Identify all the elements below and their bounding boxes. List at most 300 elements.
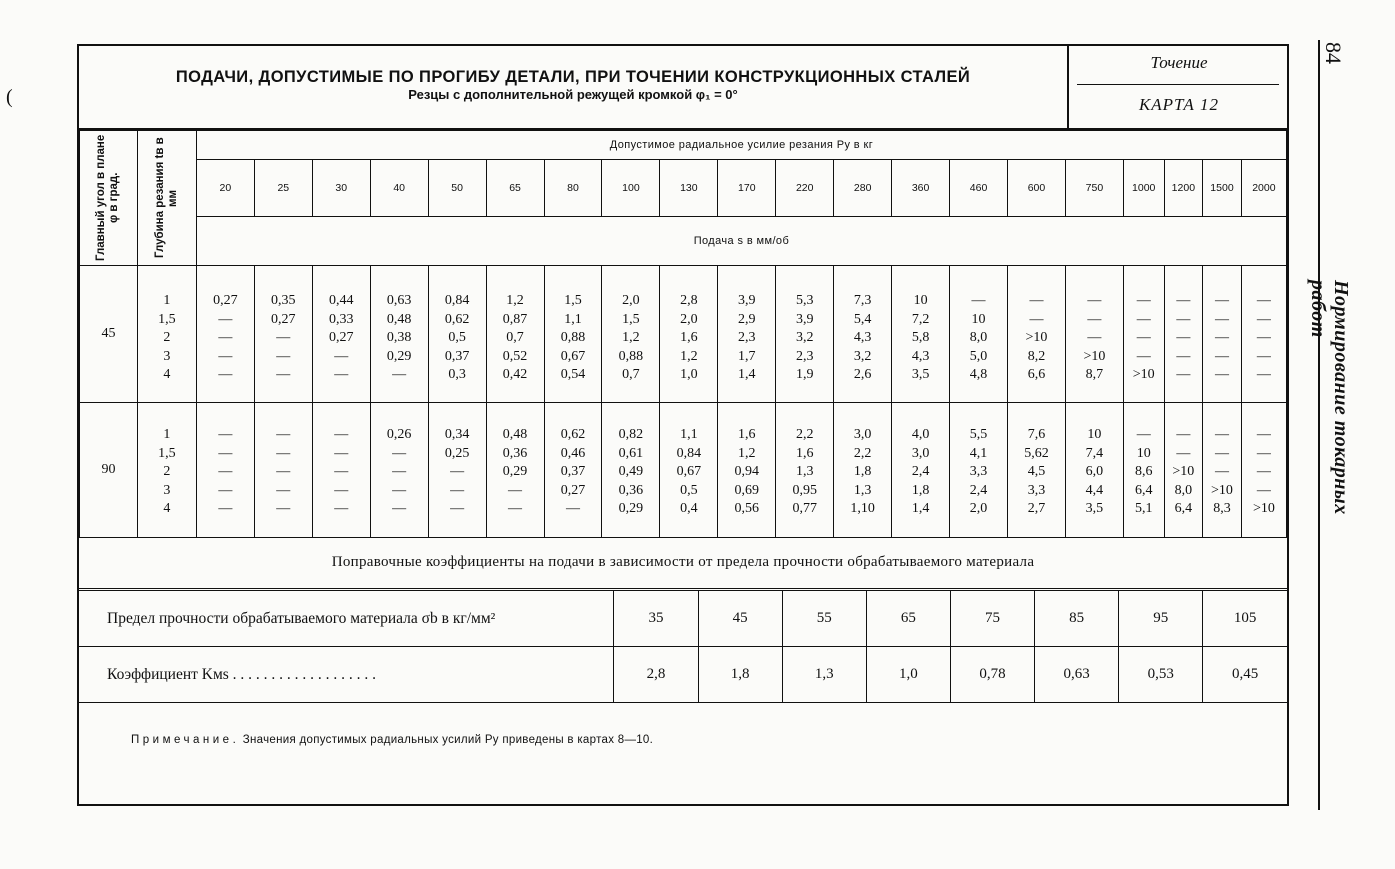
feed-value: 1,0: [680, 367, 698, 382]
force-header: 1200: [1164, 160, 1203, 217]
feed-value: —: [392, 445, 407, 461]
force-header: 1000: [1123, 160, 1164, 217]
feed-column: [602, 266, 660, 403]
feed-value: 0,52: [502, 348, 528, 364]
feed-value: —: [1256, 348, 1271, 364]
feed-value: 5,5: [969, 427, 988, 442]
feed-value: 1,6: [680, 330, 698, 345]
feed-column: [1203, 266, 1242, 403]
feed-column: [660, 403, 718, 538]
feed-value: 0,37: [444, 348, 470, 364]
feed-value: —: [1136, 293, 1151, 308]
card-number: КАРТА 12: [1138, 95, 1220, 114]
feed-column: [1164, 266, 1203, 403]
feed-value: —: [276, 348, 291, 364]
strength-value: 85: [1035, 591, 1119, 647]
depth-value: 1: [163, 293, 171, 308]
feed-value: 6,4: [1134, 482, 1153, 498]
feed-value: 3,3: [1027, 482, 1046, 498]
feed-column: [1065, 266, 1123, 403]
feed-table-wrap: [79, 130, 1287, 538]
feed-value: 0,29: [502, 464, 528, 479]
feed-column: [196, 266, 254, 403]
feed-value: —: [276, 330, 291, 345]
angle-value: 45: [80, 266, 138, 403]
feed-value: 0,27: [213, 293, 238, 308]
feed-value: >10: [1025, 330, 1048, 345]
feed-value: 2,2: [853, 445, 872, 461]
depth-values: [137, 266, 196, 403]
feed-value: —: [1214, 445, 1229, 461]
correction-rule: [79, 588, 1287, 589]
feed-value: —: [450, 464, 465, 479]
feed-column: [834, 403, 892, 538]
feed-value: >10: [1252, 501, 1275, 516]
feed-value: 8,0: [969, 330, 988, 345]
feed-value: 1,2: [680, 348, 698, 364]
feed-value: 10: [1087, 427, 1102, 442]
feed-value: 0,3: [448, 367, 466, 382]
feed-column: [486, 403, 544, 538]
feed-value: 2,0: [680, 311, 698, 327]
feed-value: 2,2: [795, 427, 814, 442]
feed-value: 1,1: [564, 311, 582, 327]
feed-value: —: [334, 464, 349, 479]
feed-value: 10: [971, 311, 986, 327]
feed-value: 0,33: [328, 311, 354, 327]
feed-value: 3,0: [911, 445, 930, 461]
feed-value: 7,6: [1027, 427, 1046, 442]
feed-value: 1,1: [680, 427, 698, 442]
force-header: 360: [892, 160, 950, 217]
feed-value: —: [1176, 348, 1191, 364]
feed-value: 2,9: [738, 311, 756, 327]
feed-value: —: [1029, 311, 1044, 327]
feed-column: [428, 266, 486, 403]
footnote: [131, 734, 653, 746]
force-header: 40: [370, 160, 428, 217]
feed-value: 1,5: [564, 293, 582, 308]
feed-value: —: [218, 482, 233, 498]
force-header: 2000: [1241, 160, 1286, 217]
feed-value: 2,6: [853, 367, 872, 382]
feed-value: 1,4: [738, 367, 756, 382]
feed-value: 0,27: [560, 482, 586, 498]
feed-value: 0,94: [734, 464, 760, 479]
feed-value: —: [450, 482, 465, 498]
feed-column: [1008, 403, 1066, 538]
feed-value: 2,3: [738, 330, 756, 345]
feed-value: 1,2: [738, 445, 756, 461]
feed-value: 0,61: [618, 445, 644, 461]
feed-column: [254, 403, 312, 538]
feed-value: —: [508, 482, 523, 498]
feed-column: [776, 403, 834, 538]
card-divider: [1077, 84, 1279, 85]
depth-header-text: Глубина резания tв в мм: [153, 137, 179, 259]
feed-value: 3,9: [738, 293, 756, 308]
feed-column: [312, 266, 370, 403]
strength-value: 35: [614, 591, 698, 647]
feed-column: [486, 266, 544, 403]
coefficient-value: 0,78: [950, 647, 1034, 703]
title-block: [79, 68, 1067, 103]
forces-row: [80, 160, 1287, 217]
margin-mark: (: [6, 86, 13, 108]
feed-value: —: [334, 445, 349, 461]
feed-value: —: [334, 427, 349, 442]
strength-value: 65: [866, 591, 950, 647]
feed-value: 1,9: [795, 367, 814, 382]
feed-value: —: [1214, 293, 1229, 308]
feed-value: —: [450, 501, 465, 516]
feed-value: 0,36: [618, 482, 644, 498]
depth-values: [137, 403, 196, 538]
feed-value: 3,9: [795, 311, 814, 327]
feed-value: 0,67: [676, 464, 702, 479]
feed-value: 1,3: [853, 482, 872, 498]
coefficient-value: 2,8: [614, 647, 698, 703]
feed-value: —: [1176, 330, 1191, 345]
operation-label: Точение: [1150, 53, 1208, 72]
coefficient-value: 0,63: [1035, 647, 1119, 703]
strength-label: Предел прочности обрабатываемого материала σb в кг/мм²: [79, 591, 614, 647]
feed-value: 4,5: [1027, 464, 1046, 479]
strength-value: 105: [1203, 591, 1287, 647]
feed-value: —: [1256, 293, 1271, 308]
feed-value: >10: [1132, 367, 1155, 382]
feed-value: 5,8: [911, 330, 930, 345]
feed-value: 5,4: [853, 311, 872, 327]
feed-value: —: [218, 427, 233, 442]
correction-title: Поправочные коэффициенты на подачи в зависимости от предела прочности обрабатываемого материала: [331, 554, 1035, 570]
feed-value: 2,7: [1027, 501, 1046, 516]
angle-header: [80, 131, 138, 266]
feed-value: 3,2: [795, 330, 814, 345]
feed-value: 10: [913, 293, 928, 308]
feed-value: 0,7: [506, 330, 524, 345]
page-subtitle: Резцы с дополнительной режущей кромкой φ₁ = 0°: [408, 87, 738, 102]
angle-group-row: [80, 403, 1287, 538]
feed-value: 1,4: [911, 501, 930, 516]
feed-value: 3,5: [1085, 501, 1104, 516]
feed-value: —: [971, 293, 986, 308]
feed-value: 0,4: [680, 501, 698, 516]
feed-value: 8,2: [1027, 348, 1046, 364]
angle-group-row: [80, 266, 1287, 403]
feed-value: 0,77: [792, 501, 817, 516]
force-header: 80: [544, 160, 602, 217]
feed-value: —: [334, 348, 349, 364]
feed-value: 0,48: [386, 311, 412, 327]
feed-value: 1,8: [853, 464, 872, 479]
feed-value: —: [218, 367, 233, 382]
feed-value: 0,35: [271, 293, 296, 308]
strength-value: 55: [782, 591, 866, 647]
feed-value: 0,88: [618, 348, 644, 364]
angle-header-text: Главный угол в плане φ в град.: [95, 134, 121, 262]
force-header: 600: [1008, 160, 1066, 217]
feed-column: [718, 266, 776, 403]
feed-value: 10: [1136, 445, 1151, 461]
feed-column: [1123, 403, 1164, 538]
feed-value: 7,4: [1085, 445, 1104, 461]
feed-value: 2,0: [969, 501, 988, 516]
feed-column: [544, 403, 602, 538]
force-header: 220: [776, 160, 834, 217]
feed-value: —: [1176, 293, 1191, 308]
feed-value: 0,29: [386, 348, 412, 364]
coefficient-label: Коэффициент Kмs . . . . . . . . . . . . . . . . . . .: [79, 647, 614, 703]
feed-value: —: [1214, 427, 1229, 442]
strength-value: 75: [950, 591, 1034, 647]
feed-column: [834, 266, 892, 403]
feed-value: 0,69: [734, 482, 760, 498]
feed-column: [1241, 266, 1286, 403]
strength-value: 45: [698, 591, 782, 647]
feed-value: 1,2: [622, 330, 640, 345]
feed-value: 1,6: [738, 427, 756, 442]
feed-value: —: [1214, 348, 1229, 364]
feed-value: 0,48: [502, 427, 528, 442]
feed-column: [1164, 403, 1203, 538]
feed-value: 1,8: [911, 482, 930, 498]
feed-value: 3,3: [969, 464, 988, 479]
feed-value: —: [1256, 427, 1271, 442]
force-header: 50: [428, 160, 486, 217]
feed-value: —: [1256, 482, 1271, 498]
feed-value: 0,49: [618, 464, 644, 479]
force-header: 280: [834, 160, 892, 217]
feed-value: 5,3: [795, 293, 814, 308]
feed-value: —: [276, 367, 291, 382]
feed-value: 0,34: [444, 427, 470, 442]
page-number: 84: [1321, 42, 1346, 64]
feed-column: [370, 266, 428, 403]
force-header: 65: [486, 160, 544, 217]
feed-value: 8,0: [1174, 482, 1193, 498]
footnote-prefix: Примечание.: [131, 734, 240, 746]
feed-value: 5,1: [1134, 501, 1153, 516]
feed-value: 4,1: [969, 445, 988, 461]
feed-value: 0,44: [328, 293, 354, 308]
correction-table-wrap: [79, 590, 1287, 703]
feed-table: [79, 130, 1287, 538]
force-header: 30: [312, 160, 370, 217]
depth-value: 3: [163, 482, 171, 498]
force-header: 25: [254, 160, 312, 217]
feed-value: —: [1256, 330, 1271, 345]
feed-value: 0,26: [386, 427, 412, 442]
feed-value: —: [218, 445, 233, 461]
angle-value: 90: [80, 403, 138, 538]
feed-value: 1,6: [795, 445, 814, 461]
depth-value: 1,5: [158, 445, 176, 461]
feed-column: [1241, 403, 1286, 538]
feed-column: [196, 403, 254, 538]
feed-value: —: [1214, 311, 1229, 327]
feed-value: 1,10: [850, 501, 875, 516]
feed-value: 4,3: [911, 348, 930, 364]
feed-title: Подача s в мм/об: [196, 217, 1286, 266]
feed-column: [370, 403, 428, 538]
feed-value: 8,7: [1085, 367, 1104, 382]
feed-value: 0,38: [386, 330, 412, 345]
feed-value: —: [276, 427, 291, 442]
correction-table: [79, 590, 1287, 703]
feed-value: 0,46: [560, 445, 586, 461]
depth-value: 2: [163, 464, 171, 479]
feed-value: 5,0: [969, 348, 988, 364]
feed-value: 1,5: [622, 311, 640, 327]
feed-value: 0,56: [734, 501, 760, 516]
feed-value: 1,2: [506, 293, 524, 308]
feed-value: —: [1176, 367, 1191, 382]
feed-value: >10: [1172, 464, 1195, 479]
feed-value: —: [218, 464, 233, 479]
feed-value: 0,54: [560, 367, 586, 382]
feed-value: 2,3: [795, 348, 814, 364]
feed-value: —: [1087, 330, 1102, 345]
feed-value: 0,62: [560, 427, 586, 442]
forces-title-row: [80, 131, 1287, 160]
coefficient-value: 1,8: [698, 647, 782, 703]
feed-column: [776, 266, 834, 403]
feed-value: —: [1214, 367, 1229, 382]
feed-column: [1065, 403, 1123, 538]
feed-value: —: [392, 501, 407, 516]
feed-value: —: [392, 464, 407, 479]
depth-value: 4: [163, 367, 171, 382]
feed-value: —: [218, 501, 233, 516]
feed-value: 0,84: [676, 445, 702, 461]
strength-value: 95: [1119, 591, 1203, 647]
feed-column: [254, 266, 312, 403]
coefficient-value: 1,3: [782, 647, 866, 703]
feed-column: [1123, 266, 1164, 403]
depth-value: 2: [163, 330, 171, 345]
feed-value: —: [276, 501, 291, 516]
strength-row: [79, 591, 1287, 647]
force-header: 20: [196, 160, 254, 217]
feed-value: 8,6: [1134, 464, 1153, 479]
feed-value: —: [1256, 464, 1271, 479]
feed-value: 0,37: [560, 464, 586, 479]
feed-value: —: [1087, 311, 1102, 327]
feed-value: 7,2: [911, 311, 930, 327]
feed-value: —: [218, 311, 233, 327]
feed-value: —: [508, 501, 523, 516]
feed-value: —: [276, 445, 291, 461]
feed-value: 1,3: [795, 464, 814, 479]
force-header: 460: [950, 160, 1008, 217]
feed-column: [892, 403, 950, 538]
feed-value: 0,5: [680, 482, 698, 498]
feed-value: 0,82: [618, 427, 644, 442]
feed-value: —: [1136, 330, 1151, 345]
feed-value: 6,0: [1085, 464, 1104, 479]
coefficient-value: 0,53: [1119, 647, 1203, 703]
feed-value: 0,7: [622, 367, 640, 382]
feed-value: —: [1256, 311, 1271, 327]
feed-value: —: [1029, 293, 1044, 308]
feed-value: 5,62: [1024, 445, 1049, 461]
feed-title-row: [80, 217, 1287, 266]
feed-value: 2,8: [680, 293, 698, 308]
feed-value: —: [334, 501, 349, 516]
feed-value: —: [218, 330, 233, 345]
side-rule: [1318, 40, 1320, 810]
feed-column: [1203, 403, 1242, 538]
force-header: 170: [718, 160, 776, 217]
coefficient-value: 1,0: [866, 647, 950, 703]
feed-value: 0,27: [271, 311, 296, 327]
feed-value: 0,84: [444, 293, 470, 308]
feed-value: —: [1136, 427, 1151, 442]
feed-value: 0,25: [444, 445, 470, 461]
coefficient-row: [79, 647, 1287, 703]
card-frame: [77, 44, 1289, 806]
feed-value: 6,6: [1027, 367, 1046, 382]
feed-value: 8,3: [1213, 501, 1231, 516]
feed-value: 0,62: [444, 311, 470, 327]
feed-value: 4,8: [969, 367, 988, 382]
feed-value: 0,29: [618, 501, 644, 516]
feed-column: [718, 403, 776, 538]
feed-value: —: [1256, 445, 1271, 461]
force-header: 1500: [1203, 160, 1242, 217]
feed-value: 0,67: [560, 348, 586, 364]
feed-value: 7,3: [853, 293, 872, 308]
feed-value: 4,3: [853, 330, 872, 345]
feed-value: —: [392, 367, 407, 382]
feed-value: 3,0: [853, 427, 872, 442]
feed-value: 2,4: [969, 482, 988, 498]
feed-value: —: [334, 367, 349, 382]
depth-value: 1: [163, 427, 171, 442]
feed-value: 2,0: [622, 293, 640, 308]
feed-column: [950, 403, 1008, 538]
feed-column: [892, 266, 950, 403]
footnote-text: Значения допустимых радиальных усилий Py приведены в картах 8—10.: [242, 734, 654, 746]
feed-value: —: [218, 348, 233, 364]
coefficient-value: 0,45: [1203, 647, 1287, 703]
feed-value: —: [276, 464, 291, 479]
page-title: ПОДАЧИ, ДОПУСТИМЫЕ ПО ПРОГИБУ ДЕТАЛИ, ПРИ ТОЧЕНИИ КОНСТРУКЦИОННЫХ СТАЛЕЙ: [175, 68, 971, 86]
feed-value: 0,5: [448, 330, 466, 345]
feed-column: [312, 403, 370, 538]
feed-value: —: [1176, 427, 1191, 442]
feed-value: 4,0: [911, 427, 930, 442]
feed-value: —: [1176, 445, 1191, 461]
section-title: Нормирование токарных работ: [1307, 280, 1352, 515]
feed-column: [544, 266, 602, 403]
depth-value: 1,5: [158, 311, 176, 327]
feed-value: 0,27: [328, 330, 354, 345]
feed-value: —: [1214, 330, 1229, 345]
feed-value: —: [392, 482, 407, 498]
feed-value: 0,95: [792, 482, 817, 498]
feed-value: —: [1136, 348, 1151, 364]
feed-value: —: [334, 482, 349, 498]
feed-value: 2,4: [911, 464, 930, 479]
feed-value: >10: [1211, 482, 1233, 498]
feed-value: —: [565, 501, 580, 516]
force-header: 100: [602, 160, 660, 217]
feed-value: 6,4: [1174, 501, 1193, 516]
feed-value: 0,88: [560, 330, 586, 345]
feed-value: 4,4: [1085, 482, 1104, 498]
